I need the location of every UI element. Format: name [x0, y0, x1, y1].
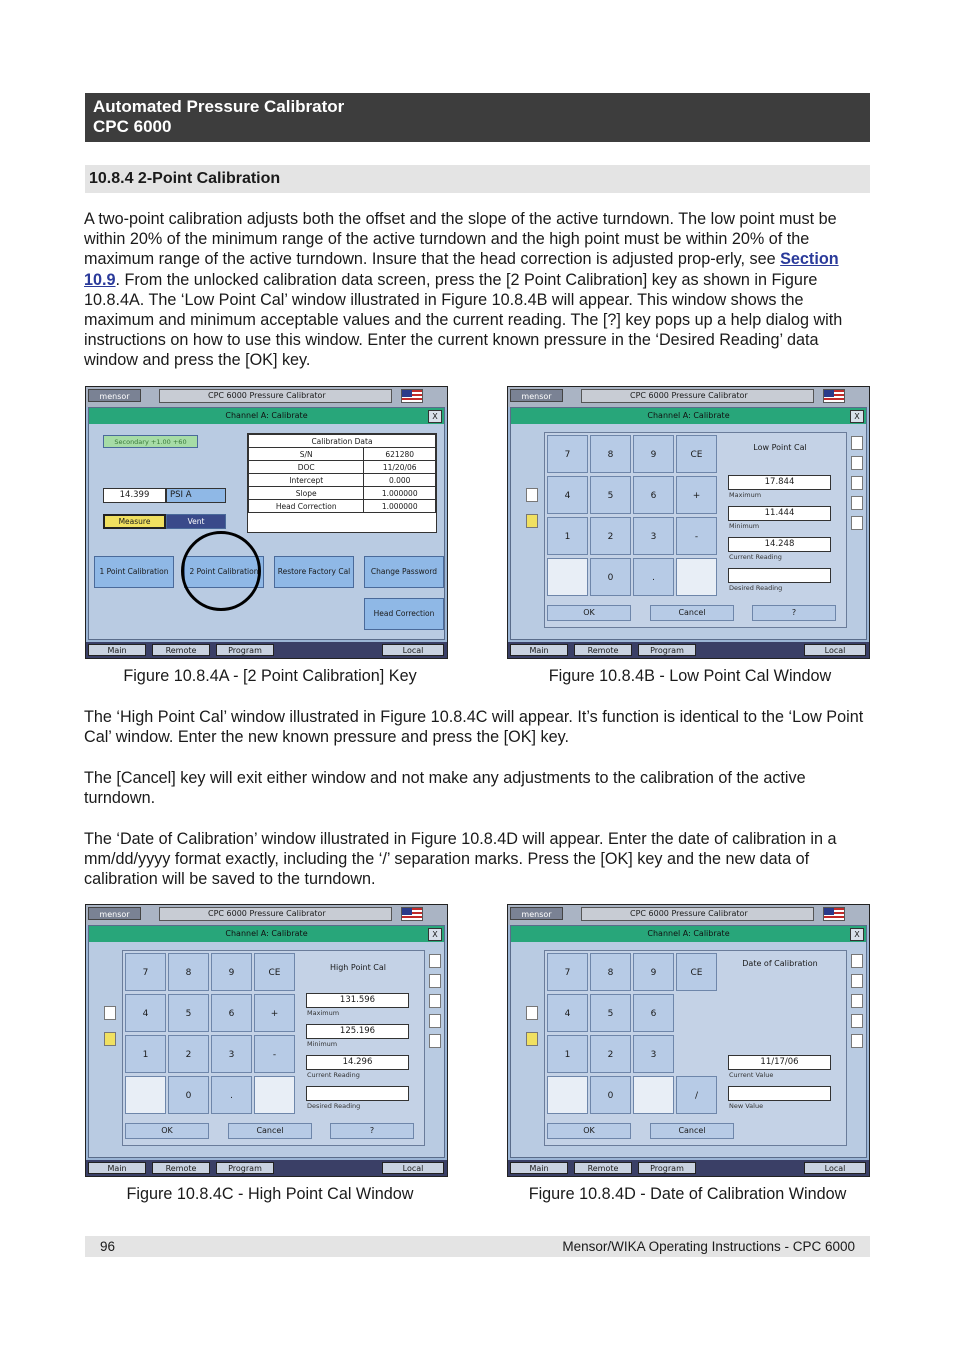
- ok-button[interactable]: OK: [547, 1123, 631, 1139]
- paragraph-high-point: The ‘High Point Cal’ window illustrated in Figure 10.8.4C will appear. It’s function is identical to the ‘Low Point Cal’ window. Enter the new known pressure and press the [OK] key.: [84, 708, 864, 747]
- bottom-tab-bar: [86, 642, 447, 658]
- key-plus[interactable]: +: [254, 994, 295, 1032]
- window-title: Channel A: Calibrate: [511, 408, 866, 424]
- key-minus[interactable]: -: [254, 1035, 295, 1073]
- bottom-tab-bar: [508, 1160, 869, 1176]
- cancel-button[interactable]: Cancel: [228, 1123, 312, 1139]
- tab-main[interactable]: Main: [510, 644, 568, 656]
- background-checkbox: [429, 974, 441, 988]
- key-decimal[interactable]: .: [211, 1076, 252, 1114]
- key-9[interactable]: 9: [211, 953, 252, 991]
- cal-label: Head Correction: [249, 500, 364, 513]
- cal-label: S/N: [249, 448, 364, 461]
- paragraph-intro: [84, 209, 874, 371]
- low-point-cal-panel: [544, 432, 847, 628]
- key-ce[interactable]: CE: [676, 953, 717, 991]
- mensor-logo: mensor: [88, 389, 141, 402]
- footer-doc-title: Mensor/WIKA Operating Instructions - CPC 6000: [562, 1239, 855, 1254]
- maximum-label: Maximum: [729, 491, 762, 499]
- vent-button[interactable]: Vent: [166, 514, 226, 529]
- background-measure-box: [526, 1032, 538, 1046]
- ok-button[interactable]: OK: [125, 1123, 209, 1139]
- background-checkbox: [851, 516, 863, 530]
- tab-local[interactable]: Local: [382, 644, 444, 656]
- current-reading-value: 14.248: [728, 537, 831, 552]
- ok-button[interactable]: OK: [547, 605, 631, 621]
- maximum-value: 131.596: [306, 993, 409, 1008]
- screen-title: CPC 6000 Pressure Calibrator: [581, 389, 814, 403]
- us-flag-icon: [401, 907, 423, 921]
- tab-remote[interactable]: Remote: [574, 644, 632, 656]
- key-2[interactable]: 2: [168, 1035, 209, 1073]
- key-4[interactable]: 4: [547, 476, 588, 514]
- current-reading-value: 14.296: [306, 1055, 409, 1070]
- background-checkbox: [851, 1034, 863, 1048]
- close-button[interactable]: X: [850, 410, 864, 423]
- help-button[interactable]: ?: [752, 605, 836, 621]
- desired-reading-input[interactable]: [728, 568, 831, 583]
- maximum-label: Maximum: [307, 1009, 340, 1017]
- background-checkbox: [851, 436, 863, 450]
- key-5[interactable]: 5: [590, 476, 631, 514]
- key-1[interactable]: 1: [547, 1035, 588, 1073]
- bottom-tab-bar: [86, 1160, 447, 1176]
- section-10-9-link[interactable]: Section 10.9: [84, 250, 839, 289]
- desired-reading-label: Desired Reading: [307, 1102, 361, 1110]
- key-blank: [547, 558, 588, 596]
- key-9[interactable]: 9: [633, 953, 674, 991]
- tab-main[interactable]: Main: [510, 1162, 568, 1174]
- key-0[interactable]: 0: [168, 1076, 209, 1114]
- section-title: 10.8.4 2-Point Calibration: [85, 165, 870, 193]
- panel-title: High Point Cal: [329, 963, 387, 972]
- cal-label: Intercept: [249, 474, 364, 487]
- window-title: Channel A: Calibrate: [89, 408, 444, 424]
- key-3[interactable]: 3: [211, 1035, 252, 1073]
- mensor-logo: mensor: [510, 907, 563, 920]
- key-8[interactable]: 8: [590, 953, 631, 991]
- header-title: Automated Pressure Calibrator: [93, 97, 345, 116]
- background-checkbox: [526, 1006, 538, 1020]
- key-6[interactable]: 6: [211, 994, 252, 1032]
- key-blank: [633, 1076, 674, 1114]
- calibrate-window: [510, 407, 867, 640]
- key-1[interactable]: 1: [125, 1035, 166, 1073]
- key-decimal[interactable]: .: [633, 558, 674, 596]
- key-minus[interactable]: -: [676, 517, 717, 555]
- cal-value: 621280: [364, 448, 436, 461]
- caption-figure-b: Figure 10.8.4B - Low Point Cal Window: [548, 667, 832, 685]
- key-5[interactable]: 5: [168, 994, 209, 1032]
- key-8[interactable]: 8: [168, 953, 209, 991]
- tab-remote[interactable]: Remote: [574, 1162, 632, 1174]
- key-blank: [547, 1076, 588, 1114]
- figure-c-screen: [85, 904, 448, 1177]
- tab-program[interactable]: Program: [216, 1162, 274, 1174]
- cal-value: 0.000: [364, 474, 436, 487]
- two-point-calibration-button[interactable]: 2 Point Calibration: [184, 556, 264, 588]
- calibrate-window: [510, 925, 867, 1158]
- restore-factory-cal-button[interactable]: Restore Factory Cal: [274, 556, 354, 588]
- reading-value: 14.399: [103, 488, 166, 503]
- unit-value: PSI A: [166, 488, 226, 503]
- background-checkbox: [104, 1006, 116, 1020]
- tab-local[interactable]: Local: [382, 1162, 444, 1174]
- one-point-calibration-button[interactable]: 1 Point Calibration: [94, 556, 174, 588]
- head-correction-button[interactable]: Head Correction: [364, 598, 444, 630]
- key-ce[interactable]: CE: [676, 435, 717, 473]
- key-4[interactable]: 4: [125, 994, 166, 1032]
- background-checkbox: [851, 954, 863, 968]
- cal-label: DOC: [249, 461, 364, 474]
- background-checkbox: [851, 496, 863, 510]
- close-button[interactable]: X: [428, 928, 442, 941]
- screen-topbar: [86, 905, 447, 925]
- bottom-tab-bar: [508, 642, 869, 658]
- panel-title: Low Point Cal: [753, 443, 807, 452]
- figure-d-screen: [507, 904, 870, 1177]
- calibrate-window: [88, 407, 445, 640]
- background-checkbox: [526, 488, 538, 502]
- maximum-value: 17.844: [728, 475, 831, 490]
- us-flag-icon: [823, 389, 845, 403]
- background-checkbox: [851, 456, 863, 470]
- key-ce[interactable]: CE: [254, 953, 295, 991]
- mensor-logo: mensor: [510, 389, 563, 402]
- minimum-value: 125.196: [306, 1024, 409, 1039]
- panel-title: Date of Calibration: [742, 959, 818, 968]
- paragraph-date: The ‘Date of Calibration’ window illustrated in Figure 10.8.4D will appear. Enter the date of calibration in a mm/dd/yyyy format exactly, including the ‘/’ separation marks. Press the [OK] key and the new data of calibration will be saved to the turndown.: [84, 830, 837, 889]
- background-checkbox: [429, 954, 441, 968]
- caption-figure-c: Figure 10.8.4C - High Point Cal Window: [126, 1185, 414, 1203]
- tab-program[interactable]: Program: [638, 1162, 696, 1174]
- key-4[interactable]: 4: [547, 994, 588, 1032]
- new-value-label: New Value: [729, 1102, 764, 1110]
- caption-figure-a: Figure 10.8.4A - [2 Point Calibration] Key: [123, 667, 417, 685]
- mensor-logo: mensor: [88, 907, 141, 920]
- tab-program[interactable]: Program: [216, 644, 274, 656]
- close-button[interactable]: X: [428, 410, 442, 423]
- screen-title: CPC 6000 Pressure Calibrator: [159, 389, 392, 403]
- us-flag-icon: [823, 907, 845, 921]
- date-of-calibration-panel: [544, 950, 847, 1146]
- help-button[interactable]: ?: [330, 1123, 414, 1139]
- current-reading-label: Current Reading: [729, 553, 782, 561]
- key-5[interactable]: 5: [590, 994, 631, 1032]
- figure-a-screen: [85, 386, 448, 659]
- key-0[interactable]: 0: [590, 558, 631, 596]
- cancel-button[interactable]: Cancel: [650, 1123, 734, 1139]
- paragraph-intro-part2: . From the unlocked calibration data screen, press the [2 Point Calibration] key as shown in Figure 10.8.4A. The ‘Low Point Cal’ window illustrated in Figure 10.8.4B will appear. This window shows the maximum and minimum acceptable values and the current reading. The [?] key pops up a help dialog with instructions on how to use this window. Enter the current known pressure in the ‘Desired Reading’ data window and press the [OK] key.: [84, 270, 843, 370]
- new-value-input[interactable]: [728, 1086, 831, 1101]
- key-6[interactable]: 6: [633, 994, 674, 1032]
- key-blank: [676, 558, 717, 596]
- screen-title: CPC 6000 Pressure Calibrator: [581, 907, 814, 921]
- key-2[interactable]: 2: [590, 1035, 631, 1073]
- key-1[interactable]: 1: [547, 517, 588, 555]
- background-checkbox: [851, 974, 863, 988]
- key-slash[interactable]: /: [676, 1076, 717, 1114]
- us-flag-icon: [401, 389, 423, 403]
- high-point-cal-panel: [122, 950, 425, 1146]
- cal-value: 1.000000: [364, 500, 436, 513]
- screen-topbar: [508, 905, 869, 925]
- background-checkbox: [429, 1014, 441, 1028]
- cal-data-title: Calibration Data: [249, 435, 436, 448]
- key-2[interactable]: 2: [590, 517, 631, 555]
- background-checkbox: [851, 476, 863, 490]
- desired-reading-input[interactable]: [306, 1086, 409, 1101]
- key-blank: [254, 1076, 295, 1114]
- cal-label: Slope: [249, 487, 364, 500]
- screen-topbar: [86, 387, 447, 407]
- key-0[interactable]: 0: [590, 1076, 631, 1114]
- current-value: 11/17/06: [728, 1055, 831, 1070]
- tab-local[interactable]: Local: [804, 644, 866, 656]
- tab-local[interactable]: Local: [804, 1162, 866, 1174]
- background-measure-box: [526, 514, 538, 528]
- background-checkbox: [851, 1014, 863, 1028]
- key-3[interactable]: 3: [633, 1035, 674, 1073]
- key-7[interactable]: 7: [547, 953, 588, 991]
- calibrate-window: [88, 925, 445, 1158]
- key-7[interactable]: 7: [125, 953, 166, 991]
- background-checkbox: [429, 1034, 441, 1048]
- cal-value: 11/20/06: [364, 461, 436, 474]
- highlight-circle: [181, 531, 261, 611]
- key-blank: [125, 1076, 166, 1114]
- background-measure-box: [104, 1032, 116, 1046]
- window-title: Channel A: Calibrate: [511, 926, 866, 942]
- key-3[interactable]: 3: [633, 517, 674, 555]
- minimum-label: Minimum: [307, 1040, 338, 1048]
- screen-topbar: [508, 387, 869, 407]
- key-9[interactable]: 9: [633, 435, 674, 473]
- document-header: [85, 93, 870, 142]
- page-footer: [85, 1236, 870, 1257]
- cancel-button[interactable]: Cancel: [650, 605, 734, 621]
- header-model: CPC 6000: [93, 117, 172, 136]
- paragraph-intro-part1: A two-point calibration adjusts both the offset and the slope of the active turndown. The low point must be within 20% of the minimum range of the active turndown and the high point must be within 20% of the maximum range of the active turndown. Insure that the head correction is adjusted prop-erly, see: [84, 210, 837, 269]
- close-button[interactable]: X: [850, 928, 864, 941]
- key-6[interactable]: 6: [633, 476, 674, 514]
- background-checkbox: [429, 994, 441, 1008]
- current-reading-label: Current Reading: [307, 1071, 360, 1079]
- tab-main[interactable]: Main: [88, 644, 146, 656]
- page-number: 96: [100, 1239, 116, 1254]
- current-value-label: Current Value: [729, 1071, 774, 1079]
- cal-value: 1.000000: [364, 487, 436, 500]
- key-7[interactable]: 7: [547, 435, 588, 473]
- tab-remote[interactable]: Remote: [152, 644, 210, 656]
- tab-main[interactable]: Main: [88, 1162, 146, 1174]
- tab-program[interactable]: Program: [638, 644, 696, 656]
- calibration-data-table: [247, 433, 437, 533]
- desired-reading-label: Desired Reading: [729, 584, 783, 592]
- key-8[interactable]: 8: [590, 435, 631, 473]
- tab-remote[interactable]: Remote: [152, 1162, 210, 1174]
- figure-b-screen: [507, 386, 870, 659]
- key-plus[interactable]: +: [676, 476, 717, 514]
- window-title: Channel A: Calibrate: [89, 926, 444, 942]
- change-password-button[interactable]: Change Password: [364, 556, 444, 588]
- background-checkbox: [851, 994, 863, 1008]
- screen-title: CPC 6000 Pressure Calibrator: [159, 907, 392, 921]
- caption-figure-d: Figure 10.8.4D - Date of Calibration Window: [528, 1185, 847, 1203]
- minimum-value: 11.444: [728, 506, 831, 521]
- secondary-indicator: Secondary +1.00 +60: [103, 435, 198, 448]
- paragraph-cancel: The [Cancel] key will exit either window and not make any adjustments to the calibration of the active turndown.: [84, 769, 806, 808]
- measure-button[interactable]: Measure: [103, 514, 166, 529]
- minimum-label: Minimum: [729, 522, 760, 530]
